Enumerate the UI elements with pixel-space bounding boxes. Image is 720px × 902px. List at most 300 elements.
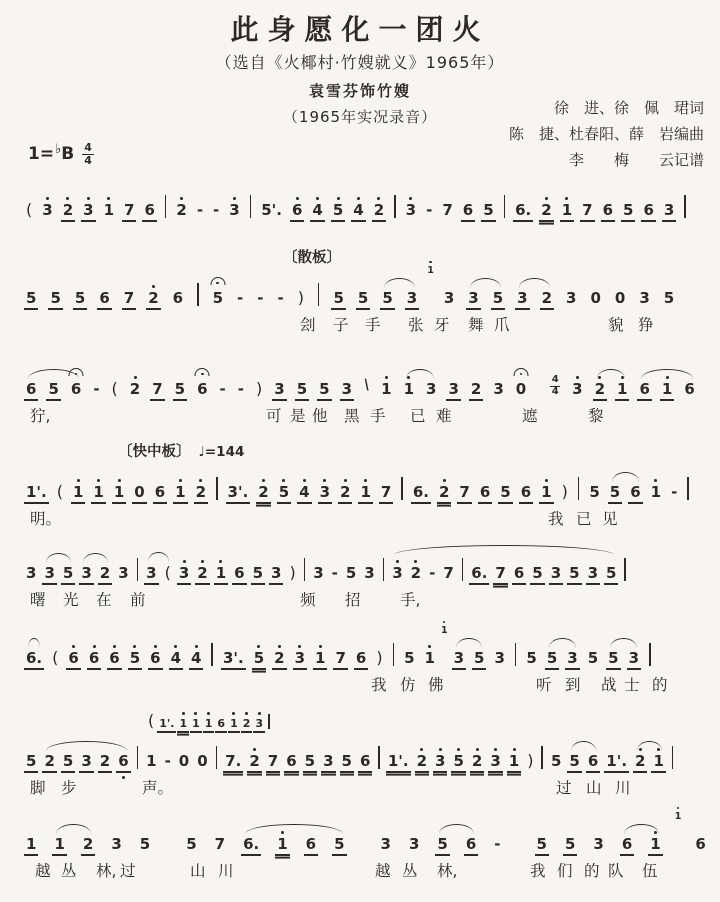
note-number: 6 [26, 380, 37, 398]
note-number: 5 [382, 289, 393, 307]
octave-dot-above [428, 645, 431, 648]
note-number: 6 [479, 483, 491, 501]
note-number: 1 [561, 201, 573, 219]
note-number: 3 [255, 717, 264, 730]
note-number: 5 [48, 380, 59, 398]
note [521, 485, 531, 500]
note [582, 203, 592, 218]
note-number: 0 [178, 752, 190, 770]
note-number: 5 [589, 483, 600, 501]
note-number: 2 [44, 752, 55, 770]
music-system-3 [0, 367, 720, 426]
note-number: 1 [650, 483, 662, 501]
lyric-line [0, 402, 720, 426]
note-number: 5 [437, 835, 448, 853]
note-number: - [237, 289, 244, 307]
octave-dot-above [87, 197, 90, 200]
note [381, 485, 391, 500]
note-number: 1 [175, 483, 186, 501]
note [175, 382, 185, 397]
note [26, 485, 47, 500]
note [197, 382, 207, 397]
note-number: 3 [628, 649, 639, 667]
note-number: 5 [569, 752, 580, 770]
barline [383, 558, 385, 581]
note-number: 5 [483, 201, 494, 219]
note-number: 7 [495, 564, 506, 582]
barline [578, 477, 580, 500]
note-number: - [93, 380, 100, 398]
time-signature: 4 4 [84, 141, 92, 167]
note-number: 2 [82, 835, 94, 853]
note-number: 3 [26, 564, 37, 582]
octave-dot-above [183, 560, 186, 563]
note-number: 0 [515, 380, 527, 398]
note [500, 485, 510, 500]
note-number: 7 [123, 289, 135, 307]
duration-dash [165, 754, 171, 769]
lyric-syllable: 丛 [61, 862, 77, 880]
note-number: 3 [406, 289, 418, 307]
note [63, 754, 73, 769]
note [444, 291, 454, 306]
parenthesis [165, 565, 171, 581]
note [334, 837, 344, 852]
lyric-syllable: 前 [130, 591, 146, 609]
note [630, 485, 640, 500]
note [50, 291, 60, 306]
note [215, 837, 225, 852]
note-number: 3 [468, 289, 479, 307]
note-number: 3 [42, 201, 53, 219]
note [526, 651, 536, 666]
barline [462, 558, 464, 581]
note [335, 651, 345, 666]
note-number: 3 [663, 201, 675, 219]
slur-group [610, 485, 641, 500]
lyric-syllable: 狞, [30, 407, 51, 425]
octave-dot-above [576, 376, 579, 379]
note-number: 1 [541, 483, 552, 501]
note-number: 5 [26, 752, 37, 770]
slur-group [517, 291, 552, 306]
octave-dot-above [457, 748, 460, 751]
lyric-syllable: 刽 [300, 316, 316, 334]
octave-dot-above [385, 376, 388, 379]
note-number: ) [561, 482, 568, 501]
note-number: 5'. [261, 201, 282, 219]
parenthesis [256, 381, 262, 397]
note-number: 6 [68, 649, 79, 667]
octave-dot-above [107, 197, 110, 200]
note-number: 5 [252, 564, 263, 582]
note [228, 485, 249, 500]
octave-dot-above [323, 479, 326, 482]
note [404, 651, 414, 666]
note [537, 837, 547, 852]
note [417, 754, 427, 769]
note [223, 651, 244, 666]
slur-group [54, 837, 93, 852]
lyricist-credit: 徐 进、徐 佩 珺词 [553, 99, 704, 117]
music-system-6 [0, 625, 720, 695]
lyric-syllable: 在 [96, 591, 112, 609]
barline [401, 477, 403, 500]
note [109, 651, 119, 666]
note [664, 291, 674, 306]
parenthesis [57, 484, 63, 500]
key-prefix: 1= [28, 144, 55, 165]
slur-group [44, 566, 73, 581]
note [44, 566, 54, 581]
note [148, 291, 158, 306]
note [547, 651, 557, 666]
note-number: 7 [443, 564, 454, 582]
note-number: 1 [204, 717, 213, 730]
note [295, 651, 305, 666]
slur-group [437, 837, 476, 852]
parenthesis [26, 202, 32, 218]
lyric-syllable: 丛 [402, 862, 418, 880]
note-number: 3 [44, 564, 55, 582]
note-number: 6 [172, 289, 184, 307]
note [306, 837, 316, 852]
note [622, 837, 632, 852]
octave-dot [429, 261, 431, 263]
octave-dot-above [298, 645, 301, 648]
octave-dot-above [364, 479, 367, 482]
note [323, 754, 333, 769]
note-number: 6 [630, 483, 641, 501]
note-number: 5 [453, 752, 464, 770]
octave-dot-above [439, 748, 442, 751]
lyric-syllable: 伍 [642, 862, 658, 880]
slur-group [569, 754, 598, 769]
note-number: 1 [661, 380, 673, 398]
note-number: ( [52, 648, 59, 667]
note-number: 2 [249, 752, 260, 770]
note-number: 3'. [222, 649, 244, 667]
octave-dot-above [134, 376, 137, 379]
barline [197, 283, 199, 306]
note-number: 2 [195, 483, 207, 501]
notation-line [0, 625, 720, 667]
duration-dash [429, 566, 435, 581]
note [509, 754, 519, 769]
octave-dot-above [253, 748, 256, 751]
note-number: 6 [355, 649, 367, 667]
duration-dash [197, 203, 203, 218]
octave-dot [443, 621, 445, 623]
note-number: ) [256, 379, 263, 398]
octave-dot-above [282, 479, 285, 482]
note-number: 3 [313, 564, 324, 582]
lyric-line [0, 857, 720, 881]
meter-denominator: 4 [551, 385, 559, 397]
note [562, 203, 572, 218]
lyric-syllable: 见 [602, 510, 618, 528]
note [426, 382, 436, 397]
note-number: 5 [345, 564, 357, 582]
note [229, 203, 239, 218]
note-number: 1 [360, 483, 371, 501]
note [179, 718, 187, 729]
lyric-syllable: 爪 [494, 316, 510, 334]
octave-dot-above [281, 831, 284, 834]
note [130, 382, 140, 397]
lyric-syllable: 川 [615, 779, 631, 797]
note [342, 754, 352, 769]
note-number: 3 [490, 752, 501, 770]
octave-dot-above [654, 479, 657, 482]
note [26, 837, 36, 852]
barline [687, 477, 689, 500]
notation-line [0, 470, 720, 500]
note [425, 651, 435, 666]
note-number: 0 [614, 289, 626, 307]
note [364, 566, 374, 581]
slur-group [382, 291, 417, 306]
octave-dot-above [133, 645, 136, 648]
octave-dot-above [443, 479, 446, 482]
note-number: 1 [192, 717, 200, 730]
note [471, 382, 481, 397]
octave-dot-above [303, 479, 306, 482]
lyric-syllable: 队 [608, 862, 624, 880]
note [319, 382, 329, 397]
note-number: 3 [572, 380, 583, 398]
lyric-line [0, 586, 720, 610]
note-number: 5 [357, 289, 369, 307]
note-number: 2 [274, 649, 285, 667]
note-number: 2 [438, 483, 450, 501]
note-number: 5 [253, 649, 265, 667]
octave-dot-above [654, 831, 657, 834]
lyric-syllable: 我 [530, 862, 546, 880]
note-number: 4 [312, 201, 323, 219]
fermata-dot [216, 282, 219, 285]
note [443, 566, 453, 581]
note-number: ) [297, 288, 304, 307]
octave-dot-above [195, 645, 198, 648]
note [588, 566, 598, 581]
note-number: 5 [587, 649, 599, 667]
lyric-syllable: 可 [266, 407, 282, 425]
note [118, 566, 128, 581]
octave-dot-above [245, 712, 248, 715]
lyric-syllable: 到 [565, 676, 581, 694]
note [146, 754, 156, 769]
duration-dash [237, 291, 243, 306]
note-number: 3 [364, 564, 375, 582]
note-number: 3 [81, 752, 92, 770]
note-number: - [331, 564, 338, 582]
note [493, 382, 503, 397]
note-number: 5 [62, 752, 74, 770]
note [315, 651, 325, 666]
lyric-syllable: 黑 [344, 407, 360, 425]
slur-group [243, 837, 344, 852]
octave-dot-above [97, 479, 100, 482]
octave-dot-above [639, 748, 642, 751]
time-signature [550, 375, 560, 397]
parenthesis [112, 381, 118, 397]
fermata-dot [201, 373, 204, 376]
slur-group [26, 651, 42, 666]
grace-number: 1 [674, 811, 682, 822]
note-number: 0 [590, 289, 601, 307]
octave-dot-above [174, 645, 177, 648]
note-number: 5 [50, 289, 61, 307]
note-number: 2 [373, 201, 385, 219]
rest-note [516, 382, 526, 397]
octave-dot-above [420, 748, 423, 751]
note-number: 6 [587, 752, 599, 770]
note-number: 5 [404, 649, 415, 667]
lyric-syllable: 脚 [30, 779, 46, 797]
note [374, 203, 384, 218]
note-number: 3 [453, 649, 464, 667]
note-number: 3 [587, 564, 599, 582]
note-number: 6 [154, 483, 166, 501]
note [44, 754, 54, 769]
note-number: 2 [410, 564, 422, 582]
barline [393, 643, 395, 666]
octave-dot-above [72, 645, 75, 648]
section-label: 〔快中板〕 ♩=144 [118, 444, 245, 460]
note [68, 651, 78, 666]
duration-dash [220, 382, 226, 397]
flat-sign: ♭ [55, 141, 62, 157]
note-number: 5 [492, 289, 504, 307]
note-number: 6 [99, 289, 110, 307]
slur-group [392, 558, 616, 581]
octave-dot-above [201, 560, 204, 563]
note-number: 2 [99, 752, 111, 770]
octave-dot-above [207, 712, 210, 715]
note [234, 566, 244, 581]
note-number: 6 [513, 564, 525, 582]
note-number: 3 [392, 564, 403, 582]
note-number: 6 [520, 483, 532, 501]
note-number: 2 [541, 201, 552, 219]
notation-line [0, 367, 720, 397]
note [217, 718, 225, 729]
note-number: ( [56, 482, 63, 501]
slur-group [468, 291, 503, 306]
note-number: 6 [234, 564, 245, 582]
note-number: 1 [653, 752, 664, 770]
barline [684, 195, 686, 218]
barline [165, 195, 167, 218]
note-number: 3 [408, 835, 420, 853]
note-number: 2 [416, 752, 428, 770]
ossia-row [0, 711, 720, 731]
note [588, 754, 598, 769]
note-number: 3 [566, 289, 577, 307]
note-number: 1 [54, 835, 65, 853]
note [100, 566, 110, 581]
note [342, 382, 352, 397]
note-number: 5 [609, 483, 621, 501]
barline [394, 195, 396, 218]
note-number: 1 [146, 752, 157, 770]
note-number: 7 [152, 380, 163, 398]
lyric-line [0, 671, 720, 695]
note-number: 3 [146, 564, 157, 582]
lyric-syllable: 我 [371, 676, 387, 694]
note [81, 754, 91, 769]
lyric-syllable: 遮 [522, 407, 538, 425]
note-number: 5 [608, 649, 619, 667]
note-number: 1'. [159, 717, 175, 730]
octave-dot-above [46, 197, 49, 200]
note-number: 5 [296, 380, 308, 398]
note-number: 3 [274, 380, 285, 398]
octave-dot-above [278, 645, 281, 648]
note [93, 485, 103, 500]
slur-group [454, 651, 485, 666]
note [130, 651, 140, 666]
note-number: 6 [286, 752, 297, 770]
lyric-syllable: 声。 [142, 779, 174, 797]
note-number: 1 [650, 835, 661, 853]
note-number: - [213, 201, 220, 219]
note-number: 3 [380, 835, 391, 853]
note-number: 1 [179, 717, 188, 730]
note-number: - [219, 380, 226, 398]
note [144, 203, 154, 218]
note-number: 7 [335, 649, 346, 667]
note [595, 382, 605, 397]
note-number: - [429, 564, 436, 582]
slur-group [547, 651, 578, 666]
octave-dot-above [154, 645, 157, 648]
octave-dot-above [344, 479, 347, 482]
note-number: 1 [403, 380, 415, 398]
lyric-syllable: 仿 [400, 676, 416, 694]
section-label-row [0, 246, 720, 268]
note-number: 2 [242, 717, 251, 730]
ossia-notes [148, 711, 270, 729]
note-number: 2 [258, 483, 269, 501]
octave-dot-above [565, 197, 568, 200]
note-number: 2 [594, 380, 606, 398]
note [216, 566, 226, 581]
lyric-syllable: 舞 [468, 316, 484, 334]
note-number: ( [26, 200, 33, 219]
note [340, 485, 350, 500]
note-number: 5 [319, 380, 330, 398]
note-number: 5 [500, 483, 511, 501]
note [407, 291, 417, 306]
note-number: 2 [148, 289, 159, 307]
lyric-syllable: 越 [375, 862, 391, 880]
note-number: 5 [74, 289, 86, 307]
note-number: 7. [225, 752, 242, 770]
grace-number: 1 [427, 265, 434, 276]
octave-dot-above [77, 479, 80, 482]
note-number: 6 [462, 201, 474, 219]
note [437, 837, 447, 852]
note-number: 5 [550, 752, 562, 770]
note [333, 203, 343, 218]
note-number: 5 [333, 289, 344, 307]
octave-dot-above [337, 197, 340, 200]
note [360, 485, 370, 500]
lyric-syllable: 佛 [428, 676, 444, 694]
note-number: 5 [334, 835, 345, 853]
